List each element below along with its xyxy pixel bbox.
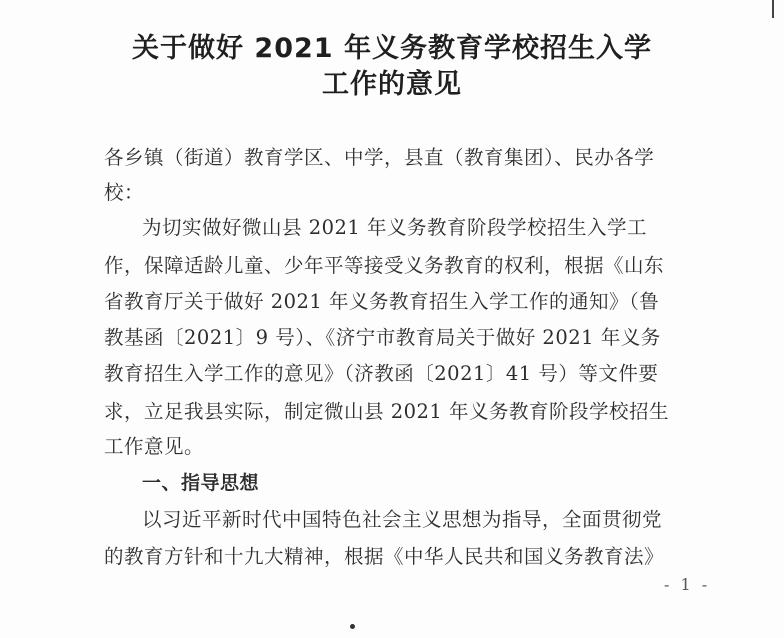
salutation-line-1: 各乡镇（街道）教育学区、中学，县直（教育集团）、民办各学 (104, 146, 655, 169)
paragraph-1-line: 工作意见。 (104, 435, 205, 458)
paragraph-1-line: 作，保障适龄儿童、少年平等接受义务教育的权利，根据《山东 (104, 254, 665, 277)
paragraph-1-line: 求，立足我县实际，制定微山县 2021 年义务教育阶段学校招生 (104, 400, 670, 423)
paragraph-1-line: 省教育厅关于做好 2021 年义务教育招生入学工作的通知》（鲁 (104, 290, 660, 313)
section-heading: 一、指导思想 (142, 472, 260, 494)
paragraph-1-line: 教育招生入学工作的意见》（济教函〔2021〕41 号）等文件要 (104, 362, 659, 385)
scan-speck (350, 624, 355, 629)
paragraph-2-line: 的教育方针和十九大精神，根据《中华人民共和国义务教育法》 (104, 545, 665, 568)
salutation-line-2: 校： (104, 181, 145, 204)
paragraph-1-line: 教基函〔2021〕9 号）、《济宁市教育局关于做好 2021 年义务 (104, 326, 661, 349)
document-title-line-1: 关于做好 2021 年义务教育学校招生入学 (132, 33, 652, 64)
page-number: - 1 - (664, 575, 711, 594)
paragraph-2-line: 以习近平新时代中国特色社会主义思想为指导，全面贯彻党 (142, 508, 663, 531)
document-title-line-2: 工作的意见 (322, 69, 462, 100)
paragraph-1-line: 为切实做好微山县 2021 年义务教育阶段学校招生入学工 (142, 216, 648, 239)
scan-edge-mark (772, 0, 774, 18)
